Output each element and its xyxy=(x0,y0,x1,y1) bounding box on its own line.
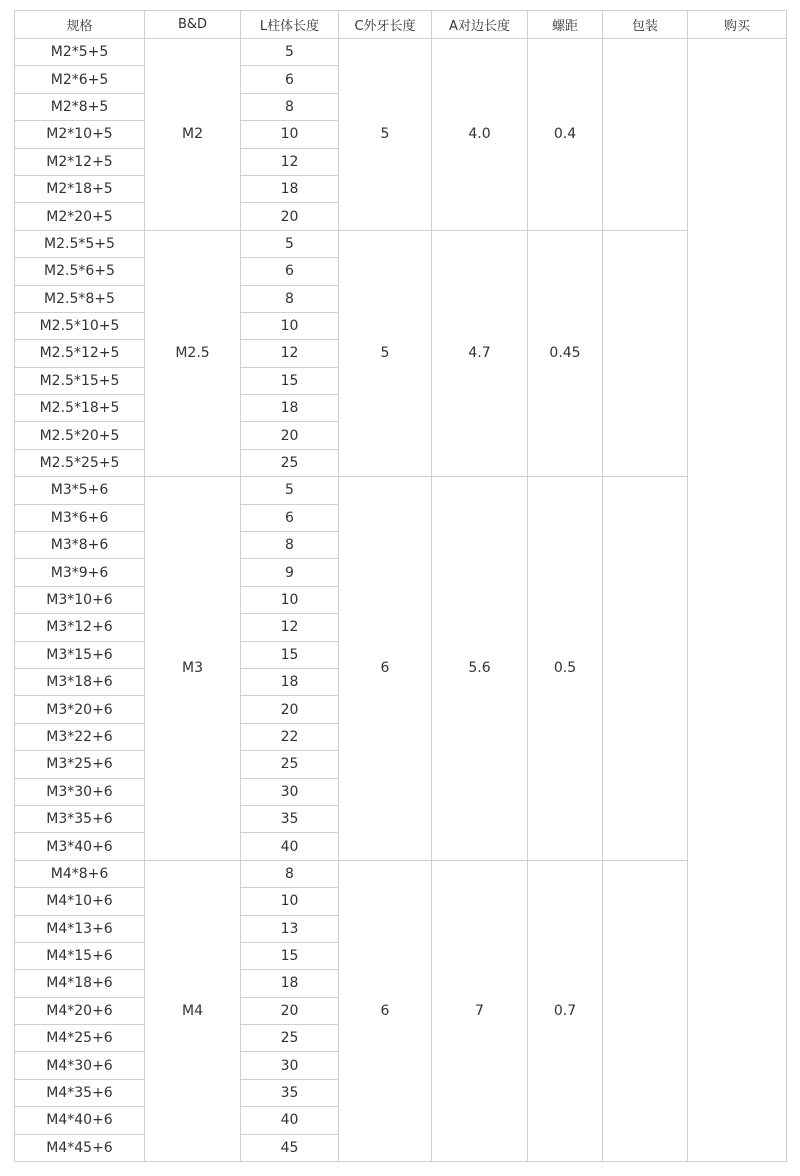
cell-a-length: 7 xyxy=(432,860,528,1161)
cell-l-length: 6 xyxy=(241,504,339,531)
cell-bd: M2 xyxy=(145,39,241,231)
cell-spec: M4*35+6 xyxy=(15,1079,145,1106)
cell-l-length: 18 xyxy=(241,668,339,695)
cell-c-length: 5 xyxy=(339,230,432,477)
cell-spec: M4*30+6 xyxy=(15,1052,145,1079)
cell-spec: M3*5+6 xyxy=(15,477,145,504)
cell-spec: M4*40+6 xyxy=(15,1107,145,1134)
cell-spec: M2*5+5 xyxy=(15,39,145,66)
header-buy: 购买 xyxy=(688,11,787,39)
cell-spec: M2.5*6+5 xyxy=(15,258,145,285)
cell-l-length: 15 xyxy=(241,367,339,394)
cell-spec: M3*40+6 xyxy=(15,833,145,860)
cell-l-length: 12 xyxy=(241,148,339,175)
cell-l-length: 5 xyxy=(241,477,339,504)
cell-spec: M2.5*8+5 xyxy=(15,285,145,312)
cell-pitch: 0.45 xyxy=(528,230,603,477)
table-row xyxy=(15,230,787,257)
cell-packaging xyxy=(603,860,688,1161)
cell-l-length: 40 xyxy=(241,1107,339,1134)
spec-table-wrapper xyxy=(14,10,787,1162)
cell-pitch: 0.7 xyxy=(528,860,603,1161)
cell-pitch: 0.5 xyxy=(528,477,603,860)
table-body xyxy=(15,39,787,1162)
cell-l-length: 10 xyxy=(241,888,339,915)
cell-l-length: 9 xyxy=(241,559,339,586)
spec-table xyxy=(14,10,787,1162)
cell-spec: M3*10+6 xyxy=(15,586,145,613)
cell-l-length: 25 xyxy=(241,449,339,476)
cell-l-length: 22 xyxy=(241,723,339,750)
cell-l-length: 25 xyxy=(241,751,339,778)
header-row xyxy=(15,11,787,39)
cell-pitch: 0.4 xyxy=(528,39,603,231)
cell-l-length: 30 xyxy=(241,1052,339,1079)
cell-a-length: 4.7 xyxy=(432,230,528,477)
cell-l-length: 5 xyxy=(241,230,339,257)
cell-l-length: 20 xyxy=(241,997,339,1024)
cell-spec: M3*15+6 xyxy=(15,641,145,668)
cell-c-length: 5 xyxy=(339,39,432,231)
cell-l-length: 35 xyxy=(241,805,339,832)
table-row xyxy=(15,477,787,504)
table-row xyxy=(15,860,787,887)
cell-spec: M4*18+6 xyxy=(15,970,145,997)
header-bd: B&D xyxy=(145,11,241,39)
header-a-length: A对边长度 xyxy=(432,11,528,39)
cell-l-length: 6 xyxy=(241,66,339,93)
cell-l-length: 15 xyxy=(241,942,339,969)
cell-spec: M2.5*15+5 xyxy=(15,367,145,394)
cell-packaging xyxy=(603,230,688,477)
cell-spec: M2*8+5 xyxy=(15,93,145,120)
cell-spec: M2*18+5 xyxy=(15,175,145,202)
cell-spec: M3*22+6 xyxy=(15,723,145,750)
cell-l-length: 5 xyxy=(241,39,339,66)
cell-spec: M4*20+6 xyxy=(15,997,145,1024)
cell-spec: M3*9+6 xyxy=(15,559,145,586)
header-l-length: L柱体长度 xyxy=(241,11,339,39)
cell-spec: M2*10+5 xyxy=(15,121,145,148)
cell-l-length: 8 xyxy=(241,532,339,559)
cell-l-length: 20 xyxy=(241,696,339,723)
cell-packaging xyxy=(603,39,688,231)
cell-spec: M2.5*10+5 xyxy=(15,312,145,339)
header-c-length: C外牙长度 xyxy=(339,11,432,39)
cell-l-length: 20 xyxy=(241,203,339,230)
cell-spec: M2.5*12+5 xyxy=(15,340,145,367)
cell-c-length: 6 xyxy=(339,860,432,1161)
cell-bd: M4 xyxy=(145,860,241,1161)
cell-spec: M2*6+5 xyxy=(15,66,145,93)
cell-spec: M2.5*25+5 xyxy=(15,449,145,476)
cell-spec: M3*20+6 xyxy=(15,696,145,723)
cell-l-length: 45 xyxy=(241,1134,339,1161)
cell-spec: M2*20+5 xyxy=(15,203,145,230)
cell-bd: M3 xyxy=(145,477,241,860)
header-packaging: 包装 xyxy=(603,11,688,39)
cell-l-length: 6 xyxy=(241,258,339,285)
cell-spec: M3*6+6 xyxy=(15,504,145,531)
cell-l-length: 10 xyxy=(241,586,339,613)
cell-spec: M3*18+6 xyxy=(15,668,145,695)
cell-l-length: 15 xyxy=(241,641,339,668)
cell-spec: M4*13+6 xyxy=(15,915,145,942)
cell-l-length: 10 xyxy=(241,121,339,148)
cell-spec: M4*10+6 xyxy=(15,888,145,915)
cell-l-length: 12 xyxy=(241,614,339,641)
cell-a-length: 5.6 xyxy=(432,477,528,860)
cell-a-length: 4.0 xyxy=(432,39,528,231)
cell-l-length: 8 xyxy=(241,860,339,887)
cell-l-length: 18 xyxy=(241,395,339,422)
cell-bd: M2.5 xyxy=(145,230,241,477)
cell-l-length: 8 xyxy=(241,285,339,312)
cell-l-length: 30 xyxy=(241,778,339,805)
cell-c-length: 6 xyxy=(339,477,432,860)
cell-spec: M3*30+6 xyxy=(15,778,145,805)
cell-buy[interactable] xyxy=(688,39,787,1162)
cell-l-length: 35 xyxy=(241,1079,339,1106)
cell-spec: M2.5*20+5 xyxy=(15,422,145,449)
cell-spec: M2*12+5 xyxy=(15,148,145,175)
cell-l-length: 40 xyxy=(241,833,339,860)
cell-l-length: 12 xyxy=(241,340,339,367)
cell-l-length: 18 xyxy=(241,175,339,202)
cell-spec: M2.5*5+5 xyxy=(15,230,145,257)
cell-l-length: 20 xyxy=(241,422,339,449)
cell-spec: M3*35+6 xyxy=(15,805,145,832)
cell-spec: M4*8+6 xyxy=(15,860,145,887)
cell-spec: M4*45+6 xyxy=(15,1134,145,1161)
cell-l-length: 8 xyxy=(241,93,339,120)
header-spec: 规格 xyxy=(15,11,145,39)
table-row xyxy=(15,39,787,66)
cell-packaging xyxy=(603,477,688,860)
cell-l-length: 13 xyxy=(241,915,339,942)
cell-spec: M3*25+6 xyxy=(15,751,145,778)
cell-spec: M3*8+6 xyxy=(15,532,145,559)
cell-spec: M4*25+6 xyxy=(15,1025,145,1052)
cell-l-length: 10 xyxy=(241,312,339,339)
cell-spec: M2.5*18+5 xyxy=(15,395,145,422)
cell-spec: M3*12+6 xyxy=(15,614,145,641)
cell-l-length: 18 xyxy=(241,970,339,997)
cell-spec: M4*15+6 xyxy=(15,942,145,969)
header-pitch: 螺距 xyxy=(528,11,603,39)
cell-l-length: 25 xyxy=(241,1025,339,1052)
